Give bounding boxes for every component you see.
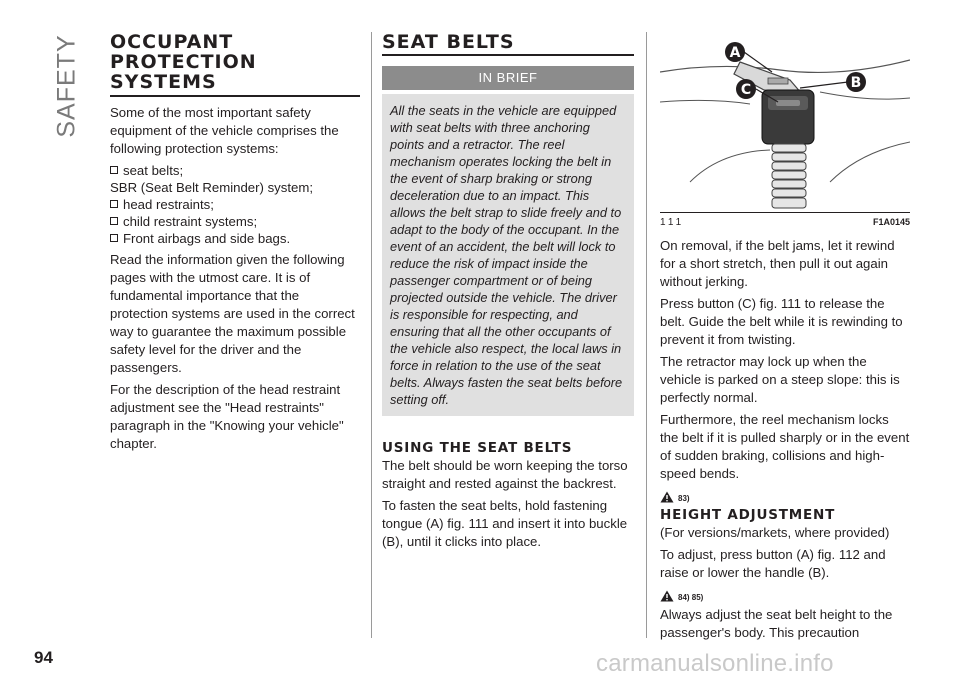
warning-reference: [660, 586, 910, 602]
seat-belt-usage-continued: [660, 32, 910, 646]
seat-belts-section: [382, 32, 634, 555]
checkbox-icon: [110, 200, 118, 208]
warning-triangle-icon: [660, 590, 674, 602]
list-item-text: seat belts;: [123, 163, 184, 178]
column-divider: [646, 32, 647, 638]
list-item: [110, 196, 360, 213]
page-number: 94: [34, 648, 53, 667]
in-brief-header: IN BRIEF: [382, 66, 634, 90]
warning-ref-text: 83): [678, 494, 690, 503]
warning-triangle-icon: [660, 491, 674, 503]
body-paragraph: For the description of the head restraint adjustment see the "Head restraints" paragraph in the "Knowing your vehicle" chapter.: [110, 382, 344, 451]
list-item: [110, 162, 360, 179]
body-paragraph: (For versions/markets, where provided): [660, 525, 890, 540]
callout-c-label: C: [740, 82, 752, 98]
body-paragraph: Press button (C) fig. 111 to release the belt. Guide the belt while it is rewinding to prevent it from twisting.: [660, 296, 903, 347]
body-paragraph: To adjust, press button (A) fig. 112 and raise or lower the handle (B).: [660, 547, 886, 580]
body-paragraph: The belt should be worn keeping the torso straight and rested against the backrest.: [382, 458, 628, 491]
list-item-text: SBR (Seat Belt Reminder) system;: [110, 180, 314, 195]
body-paragraph: The retractor may lock up when the vehicle is parked on a steep slope: this is perfectly normal.: [660, 354, 900, 405]
list-item: [110, 213, 360, 230]
list-item: [110, 230, 360, 247]
callout-b-label: B: [850, 75, 862, 91]
figure-number: 111: [660, 216, 685, 228]
checkbox-icon: [110, 234, 118, 242]
checkbox-icon: [110, 166, 118, 174]
callout-a-label: A: [729, 45, 741, 61]
seat-belts-title: SEAT BELTS: [382, 32, 634, 56]
title-line: PROTECTION: [110, 51, 257, 73]
checkbox-icon: [110, 217, 118, 225]
body-paragraph: Furthermore, the reel mechanism locks the belt if it is pulled sharply or in the event of sudden braking, collisions and high-speed bends.: [660, 412, 910, 481]
figure-caption: [660, 212, 910, 229]
body-paragraph: Read the information given the following pages with the utmost care. It is of fundamental importance that the protection systems are used in the correct way to guarantee the maximum possible safety level for the driver and the passengers.: [110, 252, 355, 375]
figure-code: F1A0145: [872, 217, 910, 227]
list-item-text: child restraint systems;: [123, 214, 258, 229]
column-divider: [371, 32, 372, 638]
height-adjustment-title: HEIGHT ADJUSTMENT: [660, 507, 836, 523]
seat-belt-buckle-figure: [660, 32, 910, 210]
occupant-protection-title: [110, 32, 360, 92]
list-item-text: Front airbags and side bags.: [123, 231, 291, 246]
intro-paragraph: Some of the most important safety equipment of the vehicle comprises the following protection systems:: [110, 105, 339, 156]
body-paragraph: On removal, if the belt jams, let it rewind for a short stretch, then pull it out again without jerking.: [660, 238, 895, 289]
title-line: SYSTEMS: [110, 71, 217, 93]
section-tab: [52, 36, 82, 136]
warning-ref-text: 84) 85): [678, 593, 704, 602]
seat-belt-buckle-illustration: [660, 32, 910, 210]
title-line: OCCUPANT: [110, 31, 234, 53]
body-paragraph: To fasten the seat belts, hold fastening tongue (A) fig. 111 and insert it into buckle (B), until it clicks into place.: [382, 498, 628, 549]
list-item: [110, 179, 360, 196]
list-item-text: head restraints;: [123, 197, 214, 212]
in-brief-text: All the seats in the vehicle are equipped with seat belts with three anchoring points and a retractor. The reel mechanism operates locking the belt in the event of sharp braking or strong deceleration due to an impact. This allows the belt strap to slide freely and to adapt to the body of the occupant. In the event of an accident, the belt will lock to reduce the risk of impact inside the passenger compartment or of being projected outside the vehicle. The driver is responsible for respecting, and ensuring that all the other occupants of the vehicle also respect, the local laws in force in relation to the use of the seat belts. Always fasten the seat belts before setting off.: [382, 94, 634, 416]
protection-systems-list: [110, 162, 360, 247]
section-tab-label: SAFETY: [52, 34, 81, 138]
using-seat-belts-title: USING THE SEAT BELTS: [382, 440, 573, 456]
warning-reference: [660, 487, 910, 503]
watermark: carmanualsonline.info: [596, 650, 834, 677]
body-paragraph: Always adjust the seat belt height to the passenger's body. This precaution: [660, 607, 893, 640]
occupant-protection-section: [110, 32, 360, 457]
title-rule: [110, 95, 360, 97]
